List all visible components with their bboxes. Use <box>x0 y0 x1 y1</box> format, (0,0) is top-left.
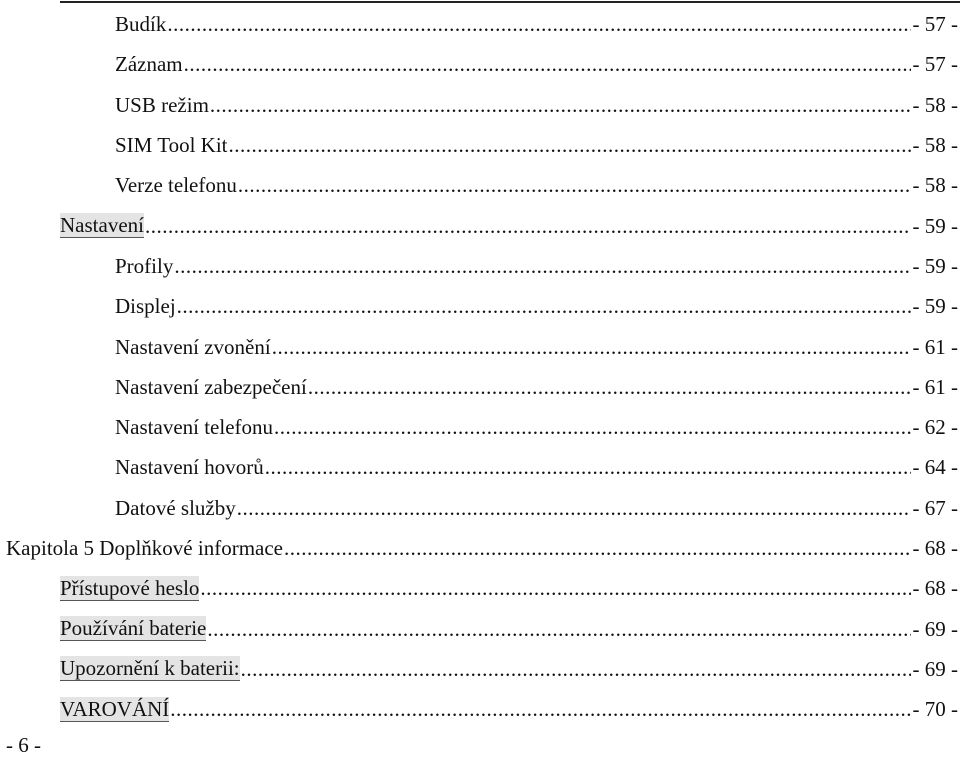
toc-entry-title: Kapitola 5 Doplňkové informace <box>6 536 283 560</box>
toc-entry[interactable] <box>0 649 960 689</box>
toc-entry-page: - 67 - <box>912 495 958 520</box>
page-number: - 6 - <box>6 733 41 757</box>
toc-entry-page: - 57 - <box>912 52 958 77</box>
toc-entry[interactable] <box>0 4 960 44</box>
toc-dot-leader <box>265 455 911 479</box>
toc-dot-leader <box>308 375 911 399</box>
toc-dot-leader <box>241 657 911 681</box>
toc-entry[interactable] <box>0 367 960 407</box>
toc-entry[interactable] <box>0 85 960 125</box>
toc-entry-page: - 69 - <box>912 656 958 681</box>
toc-entry-title: Budík <box>115 12 167 37</box>
table-of-contents <box>0 4 960 729</box>
toc-entry[interactable] <box>0 488 960 528</box>
toc-entry-page: - 62 - <box>912 415 958 440</box>
toc-entry[interactable] <box>0 608 960 648</box>
toc-entry-page: - 68 - <box>912 536 958 560</box>
toc-entry-page: - 59 - <box>912 253 958 278</box>
toc-entry[interactable] <box>0 205 960 245</box>
toc-entry-title: Displej <box>115 294 176 319</box>
toc-entry-page: - 58 - <box>912 92 958 117</box>
header-rule <box>60 1 960 3</box>
toc-entry-page: - 58 - <box>912 133 958 158</box>
toc-dot-leader <box>229 133 911 157</box>
toc-entry-page: - 61 - <box>912 334 958 359</box>
toc-entry-title: Záznam <box>115 52 183 77</box>
toc-entry[interactable] <box>0 407 960 447</box>
toc-dot-leader <box>167 12 910 36</box>
toc-entry-title: Nastavení <box>60 213 144 238</box>
toc-entry-page: - 70 - <box>912 697 958 722</box>
toc-entry-title: Verze telefonu <box>115 173 237 198</box>
toc-dot-leader <box>200 576 910 600</box>
toc-entry-page: - 58 - <box>912 173 958 198</box>
toc-dot-leader <box>207 617 910 641</box>
toc-entry-title: Nastavení telefonu <box>115 415 274 440</box>
toc-dot-leader <box>210 93 911 117</box>
toc-entry-title: VAROVÁNÍ <box>60 696 170 721</box>
toc-dot-leader <box>274 415 910 439</box>
toc-dot-leader <box>238 173 911 197</box>
toc-entry-title: Profily <box>115 253 174 278</box>
toc-dot-leader <box>145 214 911 238</box>
toc-entry-title: Datové služby <box>115 495 236 520</box>
toc-dot-leader <box>170 697 910 721</box>
toc-dot-leader <box>184 52 911 76</box>
toc-entry-title: USB režim <box>115 92 209 117</box>
toc-entry-page: - 64 - <box>912 455 958 480</box>
toc-entry-page: - 57 - <box>912 12 958 37</box>
toc-entry-title: Nastavení zabezpečení <box>115 374 307 399</box>
toc-entry[interactable] <box>0 246 960 286</box>
toc-entry[interactable] <box>0 447 960 487</box>
toc-entry-title: Nastavení hovorů <box>115 455 264 480</box>
toc-entry-page: - 59 - <box>912 213 958 238</box>
toc-entry[interactable] <box>0 165 960 205</box>
toc-dot-leader <box>177 294 911 318</box>
toc-dot-leader <box>237 496 911 520</box>
toc-entry[interactable] <box>0 528 960 568</box>
toc-entry[interactable] <box>0 568 960 608</box>
toc-entry[interactable] <box>0 286 960 326</box>
toc-entry[interactable] <box>0 689 960 729</box>
toc-entry-page: - 68 - <box>912 576 958 601</box>
toc-entry-title: SIM Tool Kit <box>115 133 228 158</box>
toc-dot-leader <box>272 335 911 359</box>
toc-entry-page: - 61 - <box>912 374 958 399</box>
toc-entry-title: Upozornění k baterii: <box>60 656 240 681</box>
toc-dot-leader <box>284 536 911 560</box>
toc-entry[interactable] <box>0 326 960 366</box>
toc-dot-leader <box>174 254 910 278</box>
toc-entry-page: - 69 - <box>912 616 958 641</box>
toc-entry[interactable] <box>0 125 960 165</box>
toc-entry-page: - 59 - <box>912 294 958 319</box>
toc-entry-title: Používání baterie <box>60 616 207 641</box>
toc-entry-title: Nastavení zvonění <box>115 334 271 359</box>
toc-entry-title: Přístupové heslo <box>60 575 200 600</box>
toc-entry[interactable] <box>0 44 960 84</box>
